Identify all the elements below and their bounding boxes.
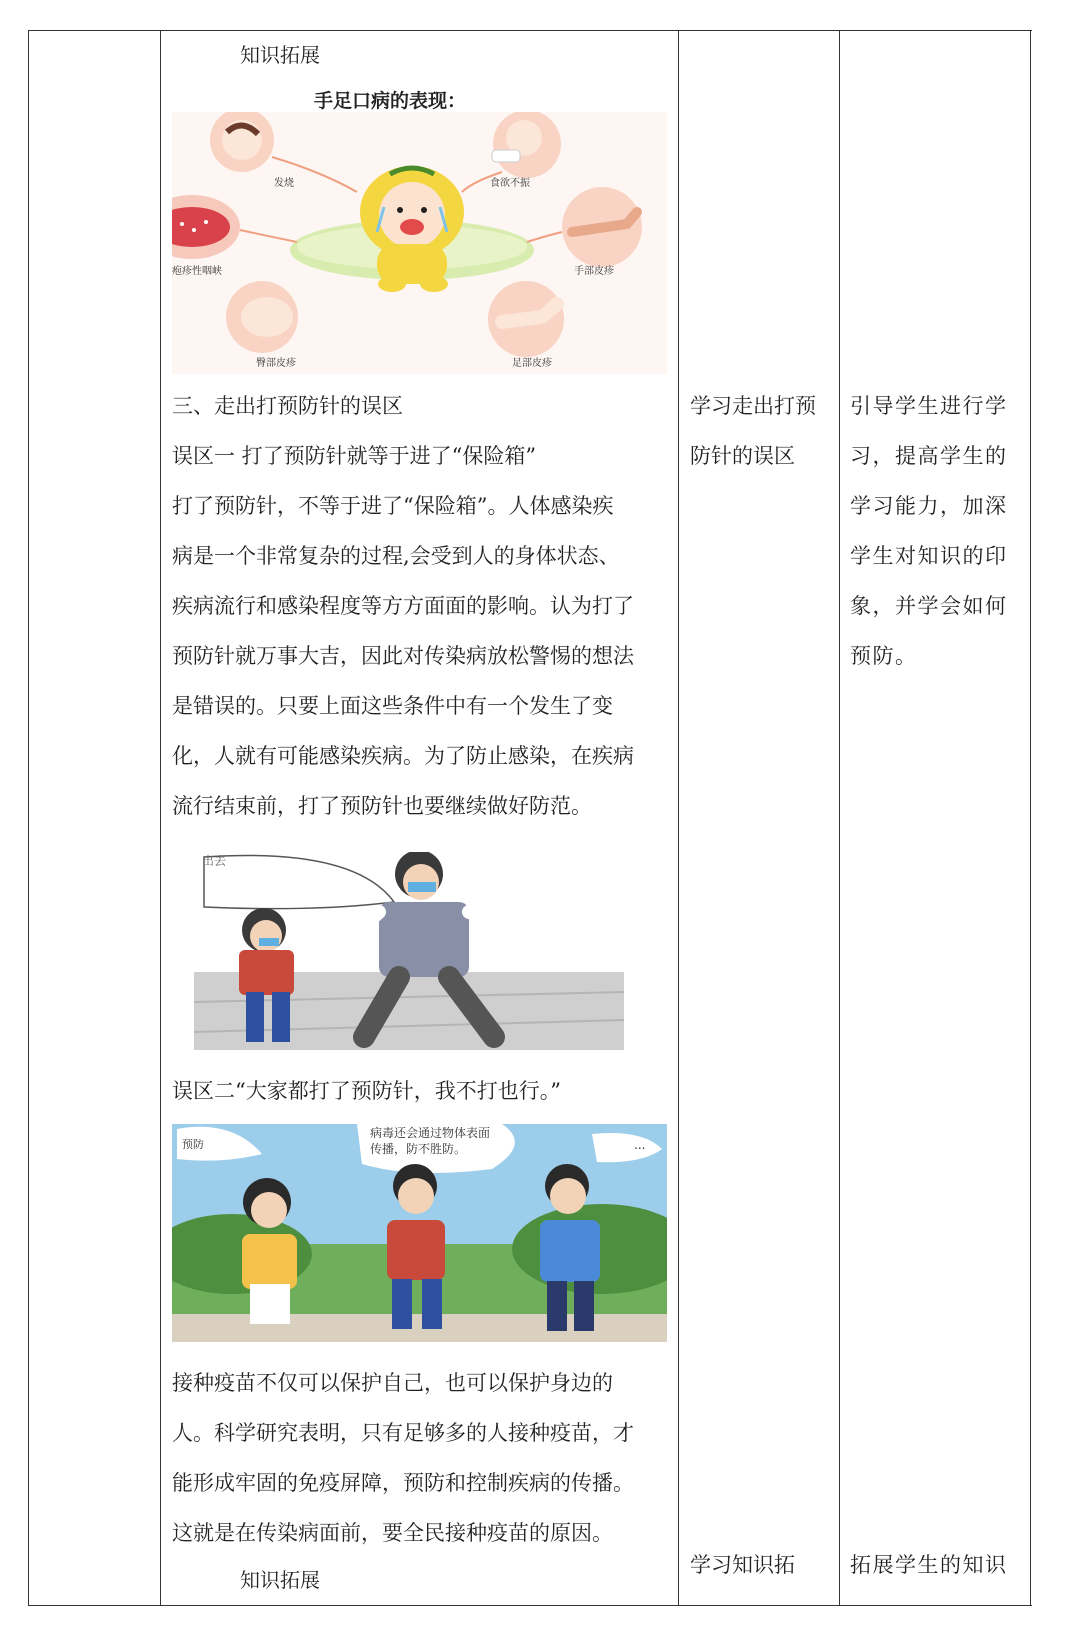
table-right-border [1030, 30, 1031, 1605]
knowledge-extension-label: 知识拓展 [240, 43, 320, 67]
symptom-buttock-rash-label: 臀部皮疹 [256, 358, 296, 369]
paragraph-line: 预防针就万事大吉，因此对传染病放松警惕的想法 [172, 644, 634, 668]
table-bottom-border [28, 1605, 1032, 1606]
intent-line: 习，提高学生的 [850, 444, 1008, 468]
column-divider-1 [160, 30, 161, 1605]
paragraph-line: 流行结束前，打了预防针也要继续做好防范。 [172, 794, 592, 818]
symptom-fever-label: 发烧 [274, 178, 294, 189]
table-left-border [28, 30, 29, 1605]
intent-line: 引导学生进行学 [850, 394, 1008, 418]
children-talking-illustration [172, 1124, 667, 1342]
speech-bubble-left: 预防 [182, 1138, 204, 1151]
paragraph-line: 人。科学研究表明，只有足够多的人接种疫苗，才 [172, 1421, 634, 1445]
symptom-appetite-label: 食欲不振 [490, 178, 530, 189]
paragraph-line: 化，人就有可能感染疾病。为了防止感染，在疾病 [172, 744, 634, 768]
speech-bubble-right: ... [634, 1138, 646, 1152]
symptom-herpangina-label: 疱疹性咽峡 [172, 266, 222, 277]
activity-line: 防针的误区 [690, 444, 795, 468]
intent-line: 学生对知识的印 [850, 544, 1008, 568]
activity-line: 学习知识拓 [690, 1553, 795, 1577]
illustration-caption: 出去 [202, 854, 227, 868]
paragraph-line: 能形成牢固的免疫屏障，预防和控制疾病的传播。 [172, 1471, 634, 1495]
section-title: 三、走出打预防针的误区 [172, 394, 403, 418]
paragraph-line: 疾病流行和感染程度等方方面面的影响。认为打了 [172, 594, 634, 618]
paragraph-line: 病是一个非常复杂的过程,会受到人的身体状态、 [172, 544, 620, 568]
paragraph-line: 这就是在传染病面前，要全民接种疫苗的原因。 [172, 1521, 613, 1545]
intent-line: 学习能力，加深 [850, 494, 1008, 518]
hfmd-title: 手足口病的表现： [314, 90, 467, 112]
myth-1-title: 误区一 打了预防针就等于进了“保险箱” [172, 444, 537, 468]
paragraph-line: 打了预防针，不等于进了“保险箱”。人体感染疾 [172, 494, 614, 518]
intent-line: 象，并学会如何 [850, 594, 1008, 618]
hfmd-symptoms-illustration [172, 112, 667, 374]
symptom-foot-rash-label: 足部皮疹 [512, 358, 552, 369]
column-divider-3 [839, 30, 840, 1605]
column-divider-2 [678, 30, 679, 1605]
paragraph-line: 是错误的。只要上面这些条件中有一个发生了变 [172, 694, 613, 718]
intent-line: 预防。 [850, 644, 918, 668]
activity-line: 学习走出打预 [690, 394, 816, 418]
myth-2-title: 误区二“大家都打了预防针，我不打也行。” [172, 1079, 561, 1103]
symptom-hand-rash-label: 手部皮疹 [574, 266, 614, 277]
table-top-border [28, 30, 1032, 31]
paragraph-line: 接种疫苗不仅可以保护自己，也可以保护身边的 [172, 1371, 613, 1395]
walking-masks-illustration [194, 852, 624, 1050]
intent-line: 拓展学生的知识 [850, 1553, 1008, 1577]
speech-bubble-middle-line2: 传播，防不胜防。 [370, 1142, 467, 1156]
knowledge-extension-label: 知识拓展 [240, 1568, 320, 1592]
speech-bubble-middle-line1: 病毒还会通过物体表面 [370, 1126, 491, 1140]
